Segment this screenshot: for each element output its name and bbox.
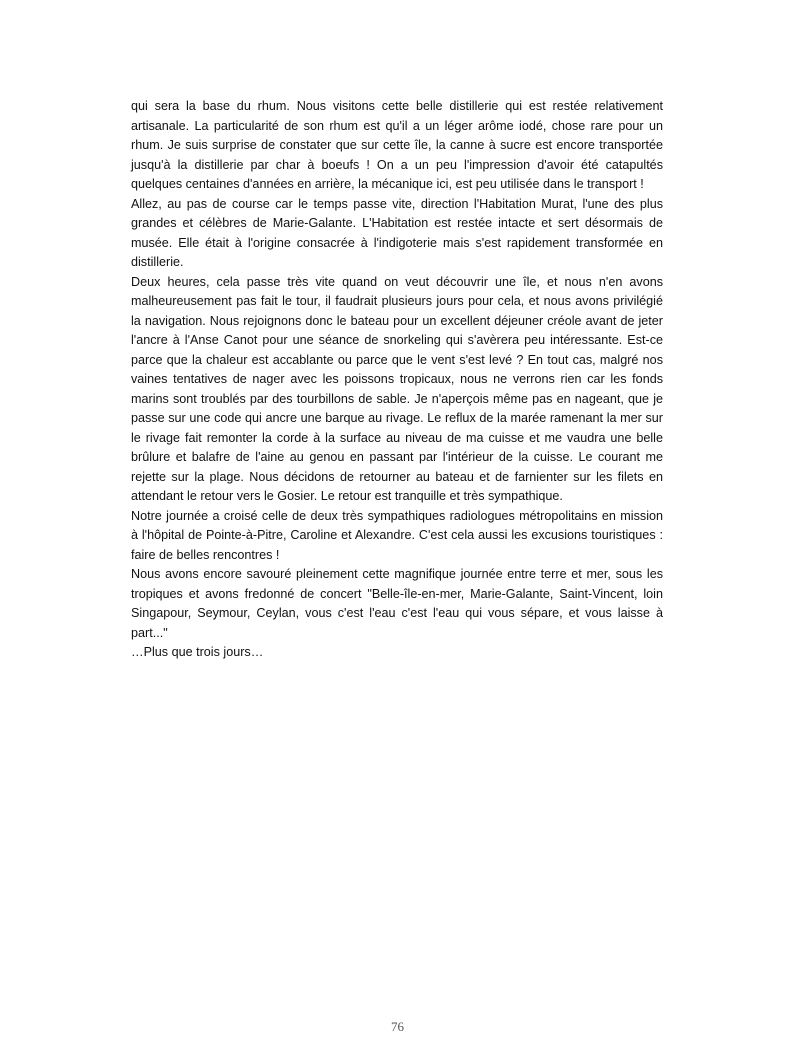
closing-line: …Plus que trois jours…: [131, 645, 264, 659]
paragraph: Allez, au pas de course car le temps passe vite, direction l'Habitation Murat, l'une des plus grandes et célèbres de Marie-Galante. L'Habitation est restée intacte et sert désormais de musée. Elle était à l'origine consacrée à l'indigoterie mais s'est rapidement transformée en distillerie.: [131, 196, 663, 269]
paragraph: Notre journée a croisé celle de deux très sympathiques radiologues métropolitains en mission à l'hôpital de Pointe-à-Pitre, Caroline et Alexandre. C'est cela aussi les excusions touristiques : faire de belles rencontres !: [131, 508, 663, 562]
body-text: [131, 97, 663, 663]
page-number: 76: [391, 1019, 404, 1034]
paragraph: Nous avons encore savouré pleinement cette magnifique journée entre terre et mer, sous les tropiques et avons fredonné de concert "Belle-île-en-mer, Marie-Galante, Saint-Vincent, loin Singapour, Seymour, Ceylan, vous c'est l'eau c'est l'eau qui vous sépare, et vous laisse à part...": [131, 567, 663, 640]
paragraph: qui sera la base du rhum. Nous visitons cette belle distillerie qui est restée relativement artisanale. La particularité de son rhum est qu'il a un léger arôme iodé, chose rare pour un rhum. Je suis surprise de constater que sur cette île, la canne à sucre est encore transportée jusqu'à la distillerie par char à boeufs ! On a un peu l'impression d'avoir été catapultés quelques centaines d'années en arrière, la mécanique ici, est peu utilisée dans le transport !: [131, 99, 663, 191]
paragraph: Deux heures, cela passe très vite quand on veut découvrir une île, et nous n'en avons malheureusement pas fait le tour, il faudrait plusieurs jours pour cela, et nous avons privilégié la navigation. Nous rejoignons donc le bateau pour un excellent déjeuner créole avant de jeter l'ancre à l'Anse Canot pour une séance de snorkeling qui s'avèrera peu intéressante. Est-ce parce que la chaleur est accablante ou parce que le vent s'est levé ? En tout cas, malgré nos vaines tentatives de nager avec les poissons tropicaux, nous ne verrons rien car les fonds marins sont troublés par des tourbillons de sable. Je n'aperçois même pas en nageant, que je passe sur une code qui ancre une barque au rivage. Le reflux de la marée ramenant la mer sur le rivage fait remonter la corde à la surface au niveau de ma cuisse et me vaudra une belle brûlure et balafre de l'aine au genou en passant par l'intérieur de la cuisse. Le courant me rejette sur la plage. Nous décidons de retourner au bateau et de farnienter sur les filets en attendant le retour vers le Gosier. Le retour est tranquille et très sympathique.: [131, 274, 663, 503]
